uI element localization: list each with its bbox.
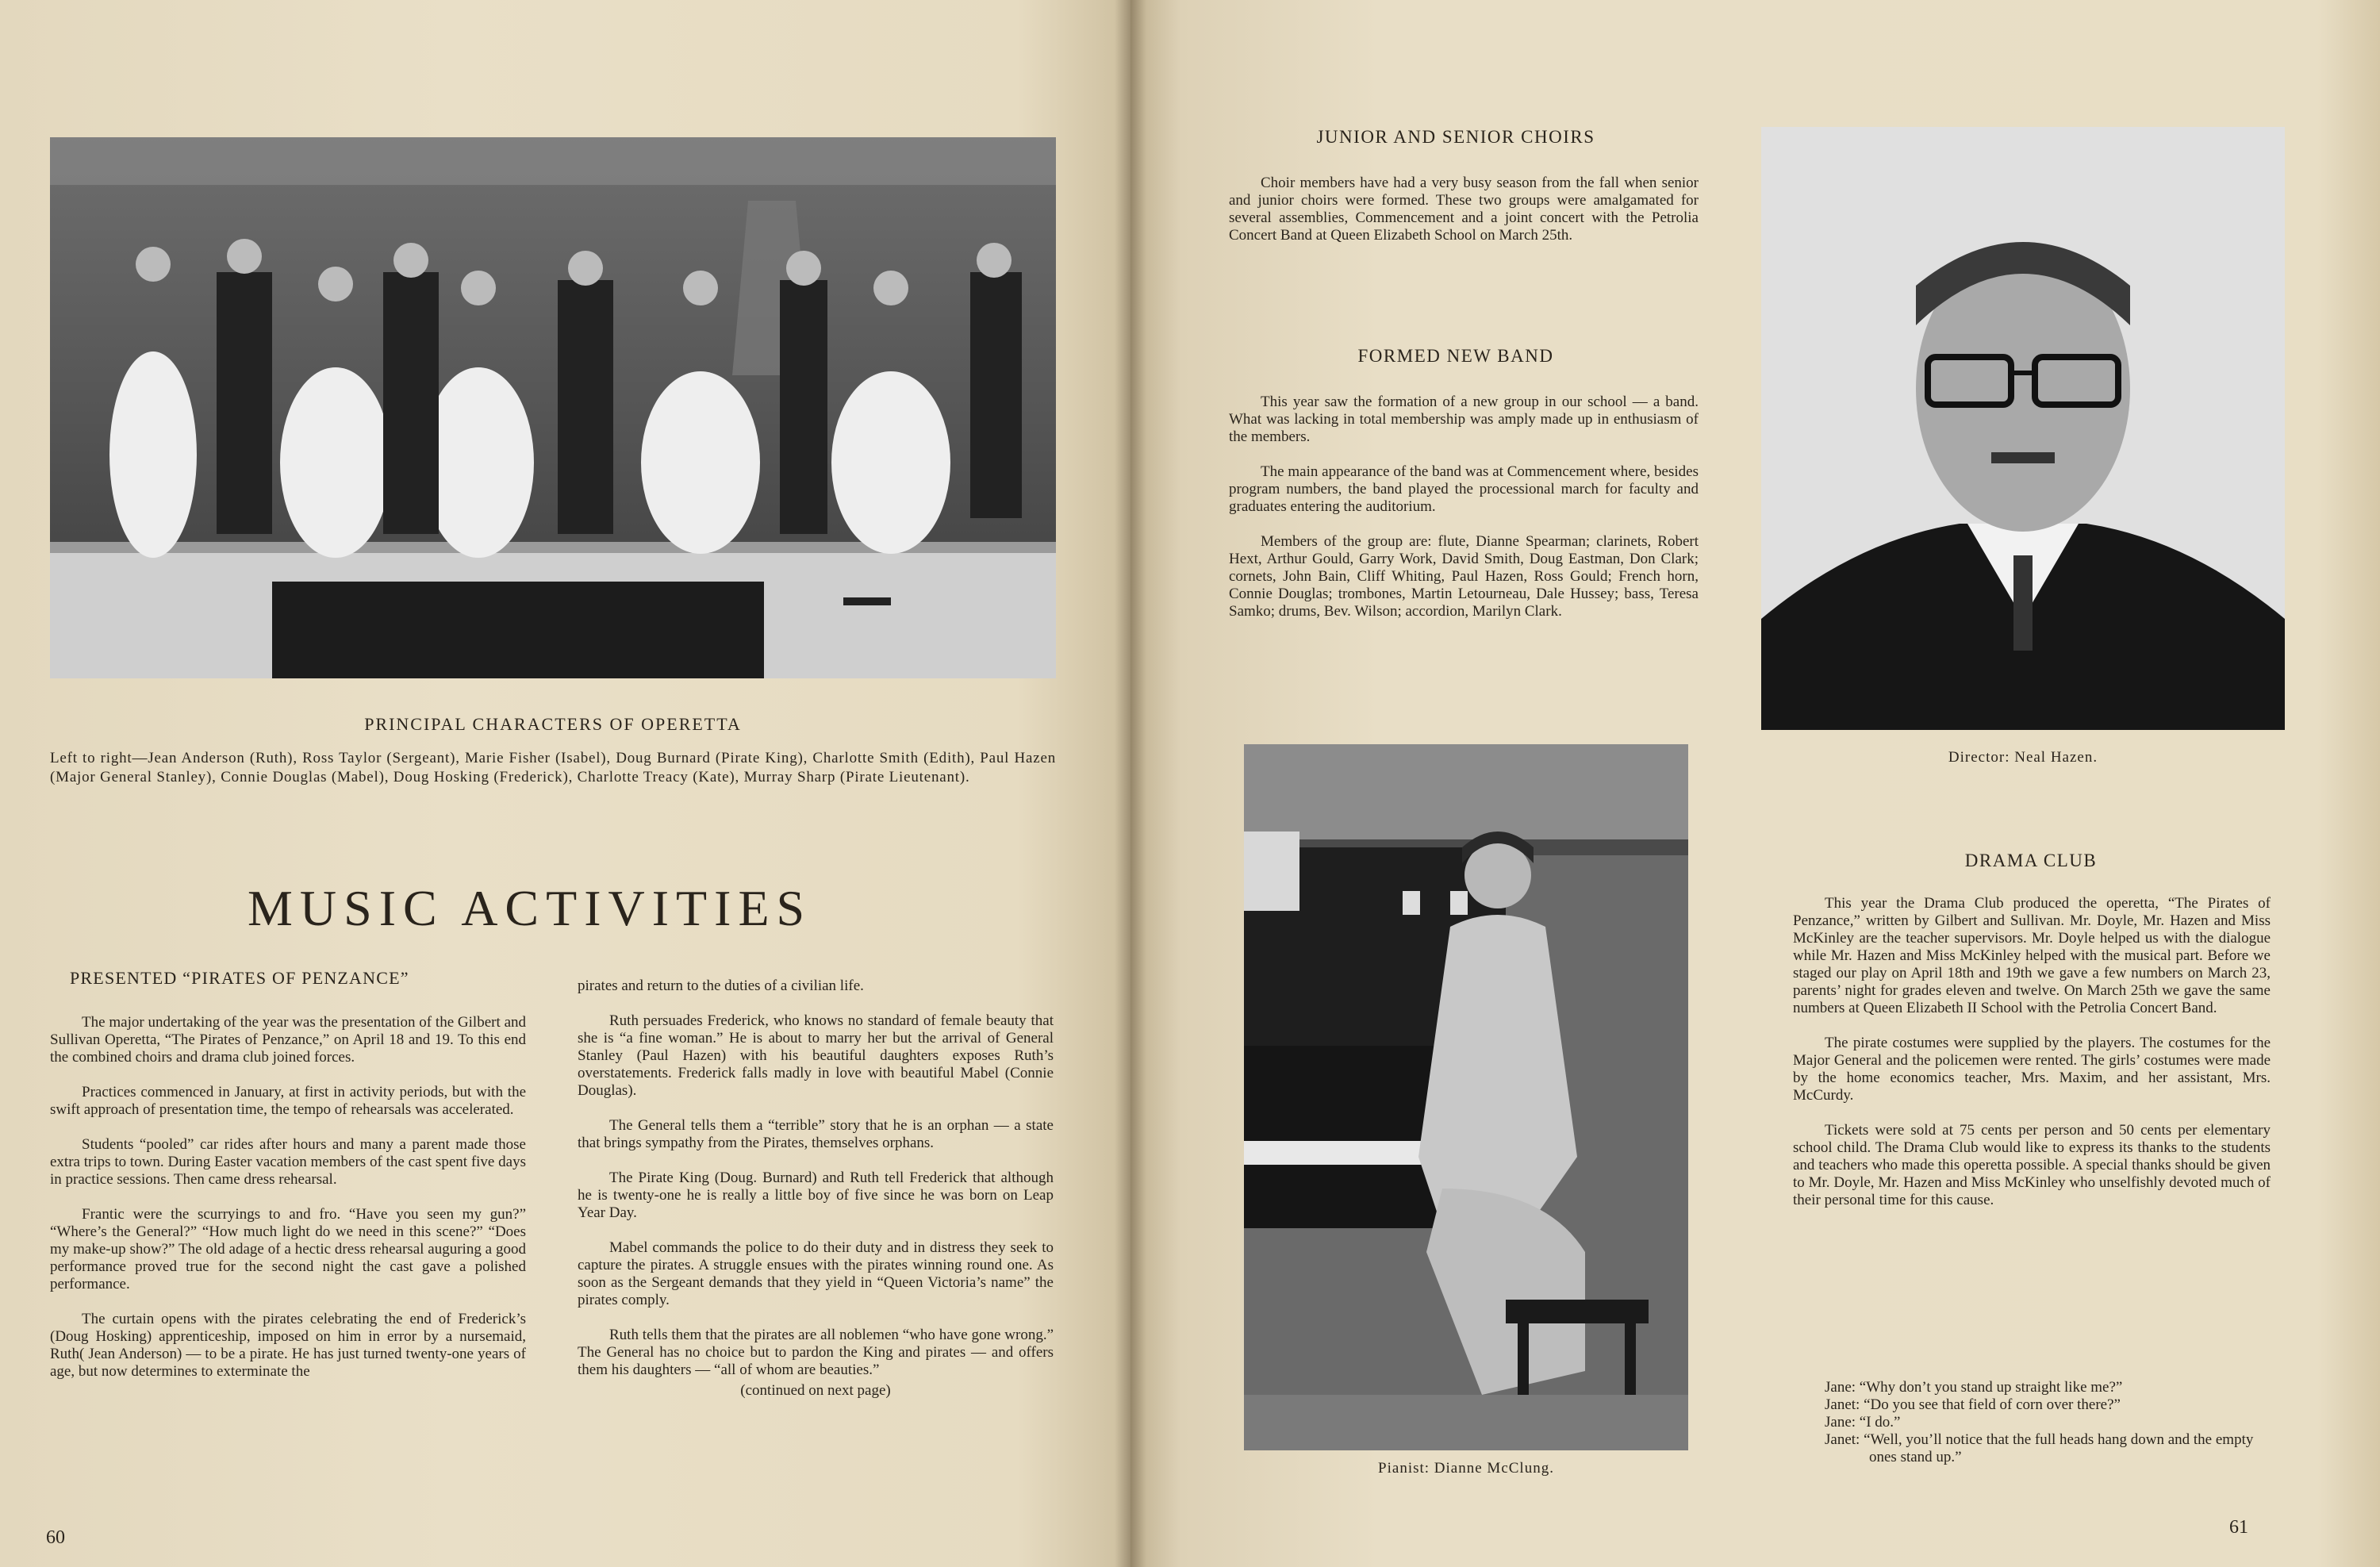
drama-heading: DRAMA CLUB — [1964, 851, 2098, 870]
text-column-2 — [578, 977, 1054, 1417]
drama-text — [1793, 895, 2271, 1227]
photo-caption-title: PRINCIPAL CHARACTERS OF OPERETTA — [364, 714, 742, 734]
photo-caption-text: Left to right—Jean Anderson (Ruth), Ross Taylor (Sergeant), Marie Fisher (Isabel), Doug Burnard (Pirate King), Charlotte Smith (Edith), Paul Hazen (Major General Stanley), Connie Douglas (Mabel), Doug Hosking (Frederick), Charlotte Treacy (Kate), Murray Sharp (Pirate Lieutenant). — [50, 750, 1056, 785]
joke-line: Janet: “Do you see that field of corn over there?” — [1825, 1396, 2121, 1413]
left-page — [0, 0, 1130, 1567]
paragraph: The major undertaking of the year was the presentation of the Gilbert and Sullivan Operetta, “The Pirates of Penzance,” on April 18 and 19. To this end the combined choirs and drama club joined forces. — [50, 1014, 526, 1066]
paragraph: The pirate costumes were supplied by the players. The costumes for the Major General and the policemen were rented. The girls’ costumes were made by the home economics teacher, Mrs. Maxim, and her assistant, Mrs. McCurdy. — [1793, 1035, 2271, 1104]
paragraph: The main appearance of the band was at Commencement where, besides program numbers, the band played the processional march for faculty and graduates entering the auditorium. — [1229, 463, 1699, 515]
paragraph: The curtain opens with the pirates celebrating the end of Frederick’s (Doug Hosking) apprenticeship, imposed on him in error by a nursemaid, Ruth( Jean Anderson) — to be a pirate. He has just turned twenty-one years of age, but now determines to exterminate the — [50, 1311, 526, 1380]
right-page — [1130, 0, 2380, 1567]
choirs-heading: JUNIOR AND SENIOR CHOIRS — [1316, 127, 1595, 147]
director-caption: Director: Neal Hazen. — [1948, 749, 2098, 766]
band-heading: FORMED NEW BAND — [1357, 346, 1554, 366]
continued-note: (continued on next page) — [740, 1382, 891, 1399]
choirs-text — [1229, 175, 1699, 262]
paragraph: Students “pooled” car rides after hours and many a parent made those extra trips to town. During Easter vacation members of the cast spent five days in practice sessions. Then came dress rehearsal. — [50, 1136, 526, 1188]
joke-line: Jane: “I do.” — [1825, 1414, 1901, 1431]
pianist-photo — [1244, 744, 1688, 1450]
text-column-1 — [50, 1014, 526, 1398]
paragraph: Mabel commands the police to do their duty and in distress they seek to capture the pirates. A struggle ensues with the pirates winning round one. As soon as the Sergeant demands that they yield in “Queen Victoria’s name” the pirates comply. — [578, 1239, 1054, 1308]
joke-line: Jane: “Why don’t you stand up straight like me?” — [1825, 1379, 2123, 1396]
paragraph: Ruth persuades Frederick, who knows no standard of female beauty that she is “a fine woman.” He is about to marry her but the arrival of General Stanley (Paul Hazen) with his beautiful daughters exposes Ruth’s overstatements. Frederick falls madly in love with beautiful Mabel (Connie Douglas). — [578, 1012, 1054, 1099]
joke-block — [1825, 1379, 2277, 1466]
book-gutter — [1115, 0, 1146, 1567]
band-text — [1229, 394, 1699, 638]
paragraph: Ruth tells them that the pirates are all noblemen “who have gone wrong.” The General has no choice but to pardon the King and pirates — and offers them his daughters — “all of whom are beauties.” — [578, 1327, 1054, 1378]
paragraph: The General tells them a “terrible” story that he is an orphan — a state that brings sympathy from the Pirates, themselves orphans. — [578, 1117, 1054, 1151]
director-portrait — [1761, 127, 2285, 730]
paragraph: Frantic were the scurryings to and fro. “Have you seen my gun?” “Where’s the General?” “How much light do we need in this scene?” “Does my make-up show?” The old adage of a hectic dress rehearsal auguring a good performance proved true for the second night the cast gave a polished performance. — [50, 1206, 526, 1292]
joke-line: Janet: “Well, you’ll notice that the full heads hang down and the empty ones stand up.” — [1825, 1431, 2254, 1465]
page-number-left: 60 — [46, 1527, 65, 1548]
paragraph: This year saw the formation of a new group in our school — a band. What was lacking in total membership was amply made up in enthusiasm of the members. — [1229, 394, 1699, 445]
page-title: MUSIC ACTIVITIES — [248, 880, 812, 936]
paragraph: This year the Drama Club produced the operetta, “The Pirates of Penzance,” written by Gilbert and Sullivan. Mr. Doyle, Mr. Hazen and Miss McKinley are the teacher supervisors. Mr. Doyle helped us with the dialogue while Mr. Hazen and Miss McKinley helped with the musical part. Before we staged our play on April 18th and 19th we gave a few numbers on March 23, parents’ night for grades eleven and twelve. On March 25th we gave the same numbers at Queen Elizabeth II School with the Petrolia Concert Band. — [1793, 895, 2271, 1016]
section-subhead: PRESENTED “PIRATES OF PENZANCE” — [70, 968, 409, 988]
paragraph: pirates and return to the duties of a civilian life. — [578, 977, 864, 994]
paragraph: Choir members have had a very busy season from the fall when senior and junior choirs were formed. These two groups were amalgamated for several assemblies, Commencement and a joint concert with the Petrolia Concert Band at Queen Elizabeth School on March 25th. — [1229, 175, 1699, 244]
page-number-right: 61 — [2229, 1517, 2248, 1538]
pianist-caption: Pianist: Dianne McClung. — [1378, 1460, 1554, 1477]
cast-photo — [50, 137, 1056, 678]
paragraph: Practices commenced in January, at first in activity periods, but with the swift approach of presentation time, the tempo of rehearsals was accelerated. — [50, 1084, 526, 1118]
paragraph: Tickets were sold at 75 cents per person and 50 cents per elementary school child. The Drama Club would like to express its thanks to the students and teachers who made this operetta possible. A special thanks should be given to Mr. Doyle, Mr. Hazen and Miss McKinley who unselfishly devoted much of their personal time for this cause. — [1793, 1122, 2271, 1208]
paragraph: Members of the group are: flute, Dianne Spearman; clarinets, Robert Hext, Arthur Gould, Garry Work, David Smith, Doug Eastman, Don Clark; cornets, John Bain, Cliff Whiting, Paul Hazen, Ross Gould; French horn, Connie Douglas; trombones, Martin Letourneau, Dale Hussey; bass, Teresa Samko; drums, Bev. Wilson; accordion, Marilyn Clark. — [1229, 533, 1699, 620]
paragraph: The Pirate King (Doug. Burnard) and Ruth tell Frederick that although he is twenty-one he is really a little boy of five since he was born on Leap Year Day. — [578, 1169, 1054, 1221]
